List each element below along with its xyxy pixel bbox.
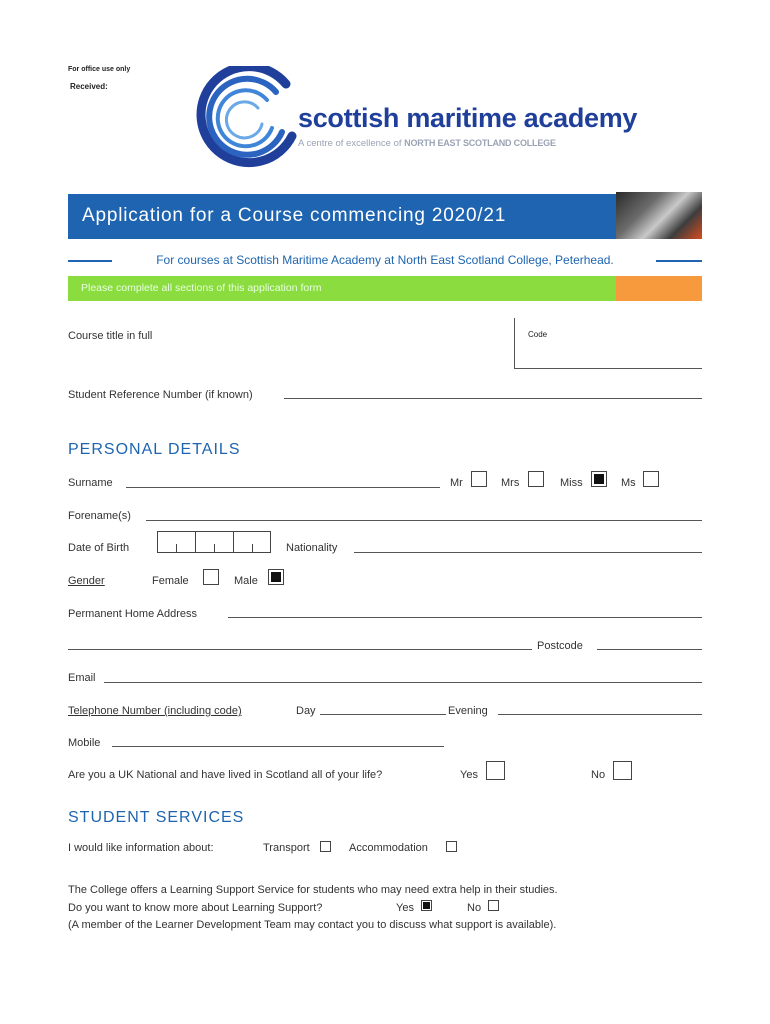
- student-services-heading: STUDENT SERVICES: [68, 809, 245, 826]
- day-label: Day: [296, 705, 316, 717]
- academy-logo-icon: [194, 66, 300, 172]
- learning-support-question: Do you want to know more about Learning Support?: [68, 902, 323, 914]
- mobile-field[interactable]: [112, 746, 444, 747]
- code-label: Code: [528, 330, 548, 339]
- postcode-label: Postcode: [537, 640, 583, 652]
- surname-label: Surname: [68, 477, 113, 489]
- dob-label: Date of Birth: [68, 542, 130, 554]
- personal-details-heading: PERSONAL DETAILS: [68, 441, 241, 458]
- divider: [195, 532, 196, 553]
- info-label: I would like information about:: [68, 842, 214, 854]
- address-field[interactable]: [228, 617, 702, 618]
- divider: [176, 544, 177, 553]
- evening-phone-field[interactable]: [498, 714, 702, 715]
- email-label: Email: [68, 672, 96, 684]
- instructions-text: Please complete all sections of this application form: [81, 282, 322, 294]
- mobile-label: Mobile: [68, 737, 101, 749]
- divider: [233, 532, 234, 553]
- divider: [252, 544, 253, 553]
- course-title-label: Course title in full: [68, 330, 153, 342]
- accommodation-label: Accommodation: [349, 842, 428, 854]
- banner-title: Application for a Course commencing 2020/21: [82, 205, 507, 226]
- dob-field[interactable]: [157, 531, 271, 553]
- title-mrs-label: Mrs: [501, 477, 520, 489]
- surname-field[interactable]: [126, 487, 440, 488]
- student-ref-field[interactable]: [284, 398, 702, 399]
- banner-photo: [616, 192, 702, 239]
- telephone-label: Telephone Number (including code): [68, 705, 242, 717]
- address-field-line2[interactable]: [68, 649, 532, 650]
- tagline-college: NORTH EAST SCOTLAND COLLEGE: [404, 138, 556, 148]
- code-field[interactable]: [514, 318, 702, 368]
- instructions-bar: [68, 276, 616, 301]
- gender-female-checkbox[interactable]: [203, 569, 219, 585]
- title-banner: [68, 194, 616, 239]
- title-mrs-checkbox[interactable]: [528, 471, 544, 487]
- subhead: For courses at Scottish Maritime Academy at North East Scotland College, Peterhead.: [156, 253, 614, 267]
- learning-support-text: The College offers a Learning Support Service for students who may need extra help in their studies.: [68, 884, 558, 896]
- ls-no-checkbox[interactable]: [488, 900, 499, 911]
- uk-yes-label: Yes: [460, 769, 478, 781]
- gender-male-checkbox[interactable]: [268, 569, 284, 585]
- gender-male-label: Male: [234, 575, 258, 587]
- brand-tagline: [298, 138, 556, 149]
- divider: [214, 544, 215, 553]
- postcode-field[interactable]: [597, 649, 702, 650]
- day-phone-field[interactable]: [320, 714, 446, 715]
- title-mr-checkbox[interactable]: [471, 471, 487, 487]
- title-mr-label: Mr: [450, 477, 463, 489]
- accommodation-checkbox[interactable]: [446, 841, 457, 852]
- gender-label: Gender: [68, 575, 105, 587]
- divider: [656, 260, 702, 262]
- ls-no-label: No: [467, 902, 482, 914]
- tagline-prefix: A centre of excellence of: [298, 138, 402, 149]
- email-field[interactable]: [104, 682, 702, 683]
- forenames-label: Forename(s): [68, 510, 131, 522]
- uk-national-question: Are you a UK National and have lived in Scotland all of your life?: [68, 769, 383, 781]
- title-miss-checkbox[interactable]: [591, 471, 607, 487]
- uk-yes-checkbox[interactable]: [486, 761, 505, 780]
- nationality-label: Nationality: [286, 542, 338, 554]
- uk-no-label: No: [591, 769, 606, 781]
- address-label: Permanent Home Address: [68, 608, 198, 620]
- title-ms-label: Ms: [621, 477, 636, 489]
- uk-no-checkbox[interactable]: [613, 761, 632, 780]
- course-title-field[interactable]: [68, 346, 508, 368]
- brand-name: scottish maritime academy: [298, 103, 638, 133]
- student-ref-label: Student Reference Number (if known): [68, 389, 253, 401]
- learning-support-note: (A member of the Learner Development Team may contact you to discuss what support is available).: [68, 919, 557, 931]
- ls-yes-label: Yes: [396, 902, 414, 914]
- transport-label: Transport: [263, 842, 310, 854]
- office-use-label: For office use only: [68, 66, 131, 73]
- ls-yes-checkbox[interactable]: [421, 900, 432, 911]
- evening-label: Evening: [448, 705, 488, 717]
- accent-bar: [616, 276, 702, 301]
- received-label: Received:: [70, 82, 108, 91]
- forenames-field[interactable]: [146, 520, 702, 521]
- title-miss-label: Miss: [560, 477, 583, 489]
- nationality-field[interactable]: [354, 552, 702, 553]
- transport-checkbox[interactable]: [320, 841, 331, 852]
- title-ms-checkbox[interactable]: [643, 471, 659, 487]
- divider: [514, 368, 702, 369]
- gender-female-label: Female: [152, 575, 189, 587]
